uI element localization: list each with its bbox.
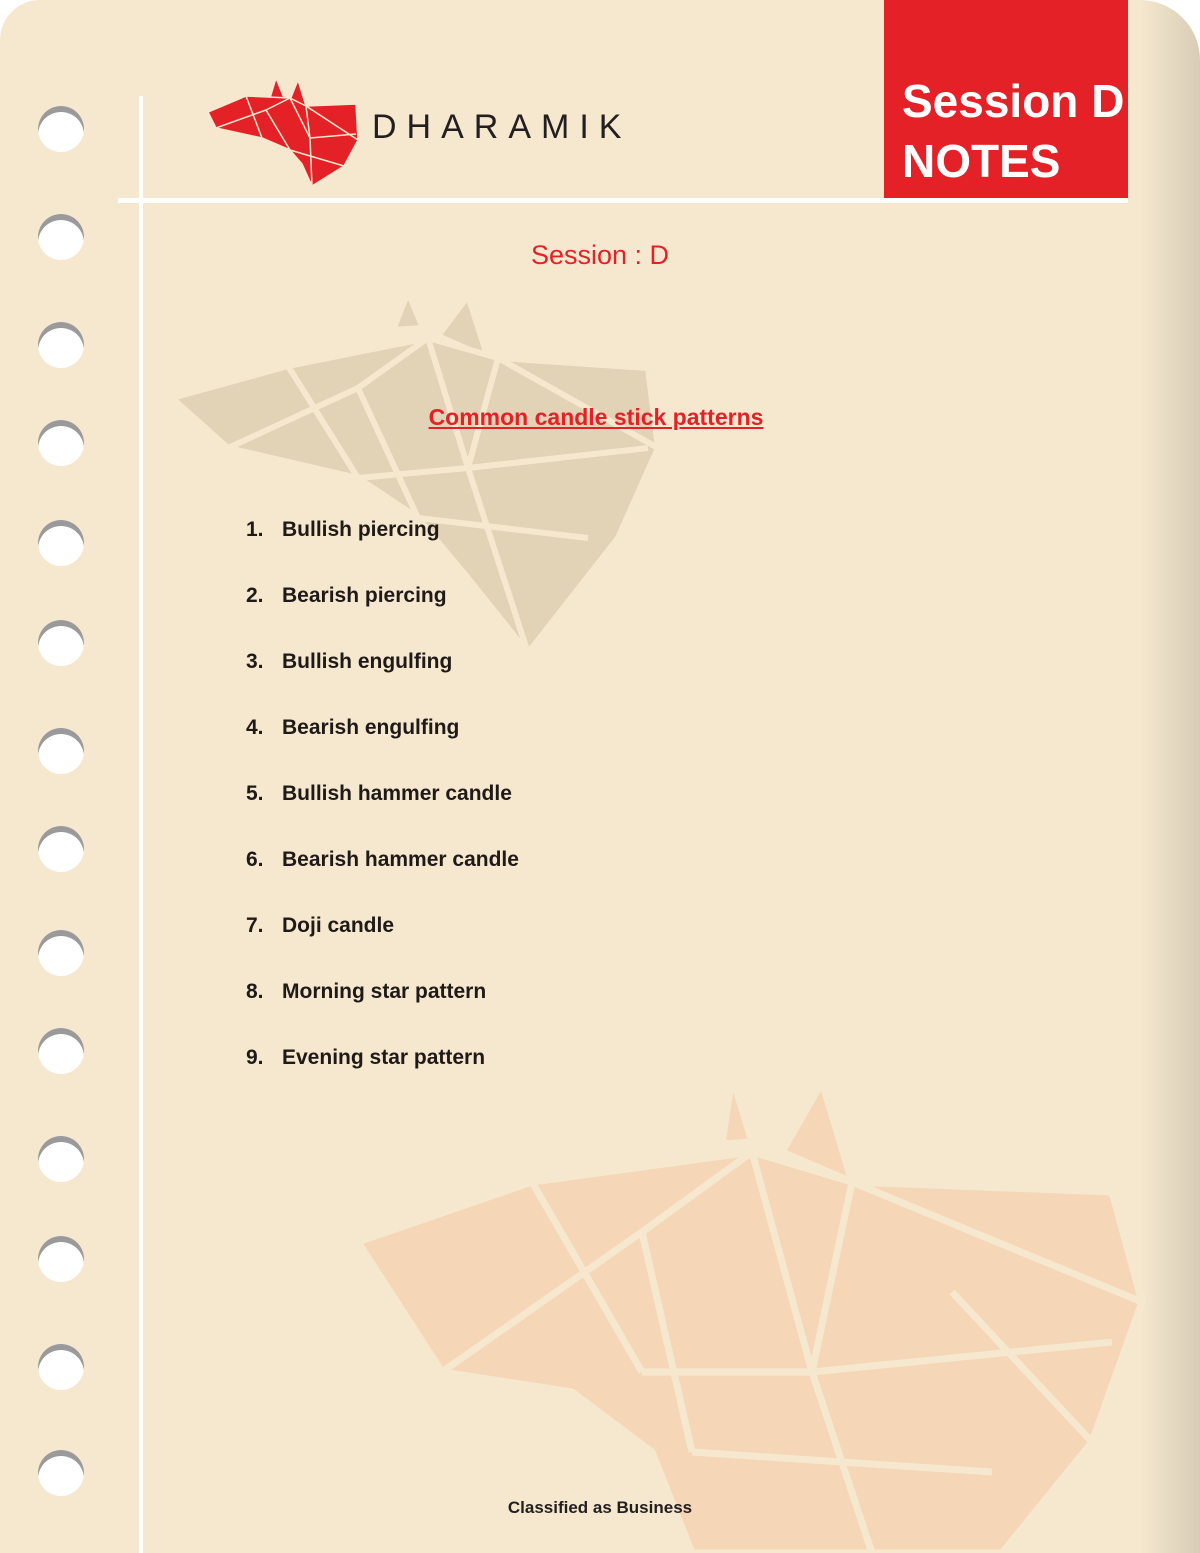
ring-hole-icon (38, 322, 84, 368)
list-item-label: Bearish hammer candle (282, 848, 519, 871)
list-item-number: 2. (246, 584, 264, 607)
ring-hole-icon (38, 620, 84, 666)
list-item (246, 848, 519, 914)
ring-hole-icon (38, 106, 84, 152)
list-item-number: 6. (246, 848, 264, 871)
ring-hole-icon (38, 1028, 84, 1074)
list-item-label: Evening star pattern (282, 1046, 486, 1069)
badge-line-2: NOTES (902, 135, 1061, 187)
list-item (246, 518, 519, 584)
list-item-label: Bullish engulfing (282, 650, 453, 673)
list-item-number: 1. (246, 518, 264, 541)
dharamik-logo-icon (206, 76, 362, 188)
ring-hole-icon (38, 1136, 84, 1182)
pattern-list (246, 518, 519, 1112)
list-item-label: Bearish engulfing (282, 716, 460, 739)
list-item-number: 7. (246, 914, 264, 937)
list-item-number: 5. (246, 782, 264, 805)
list-item (246, 914, 519, 980)
ring-hole-icon (38, 1450, 84, 1496)
ring-hole-icon (38, 520, 84, 566)
header-rule (118, 198, 1128, 203)
list-item (246, 716, 519, 782)
section-heading: Common candle stick patterns (428, 404, 764, 430)
list-item-label: Bearish piercing (282, 584, 447, 607)
margin-line (139, 96, 143, 1553)
list-item-number: 8. (246, 980, 264, 1003)
list-item (246, 1046, 519, 1112)
list-item-number: 4. (246, 716, 264, 739)
list-item-label: Bullish hammer candle (282, 782, 512, 805)
session-title: Session : D (530, 240, 670, 270)
list-item-label: Doji candle (282, 914, 395, 937)
list-item (246, 782, 519, 848)
list-item (246, 650, 519, 716)
list-item-label: Bullish piercing (282, 518, 440, 541)
list-item-number: 3. (246, 650, 264, 673)
brand-name: DHARAMIK (372, 108, 632, 146)
ring-hole-icon (38, 930, 84, 976)
session-notes-badge (884, 0, 1128, 198)
ring-hole-icon (38, 1236, 84, 1282)
classification-footer: Classified as Business (507, 1498, 693, 1517)
horse-watermark-large-icon (352, 1072, 1152, 1553)
list-item (246, 584, 519, 650)
list-item (246, 980, 519, 1046)
list-item-number: 9. (246, 1046, 264, 1069)
ring-hole-icon (38, 1344, 84, 1390)
list-item-label: Morning star pattern (282, 980, 487, 1003)
badge-line-1: Session D (902, 75, 1125, 127)
ring-hole-icon (38, 826, 84, 872)
ring-hole-icon (38, 728, 84, 774)
